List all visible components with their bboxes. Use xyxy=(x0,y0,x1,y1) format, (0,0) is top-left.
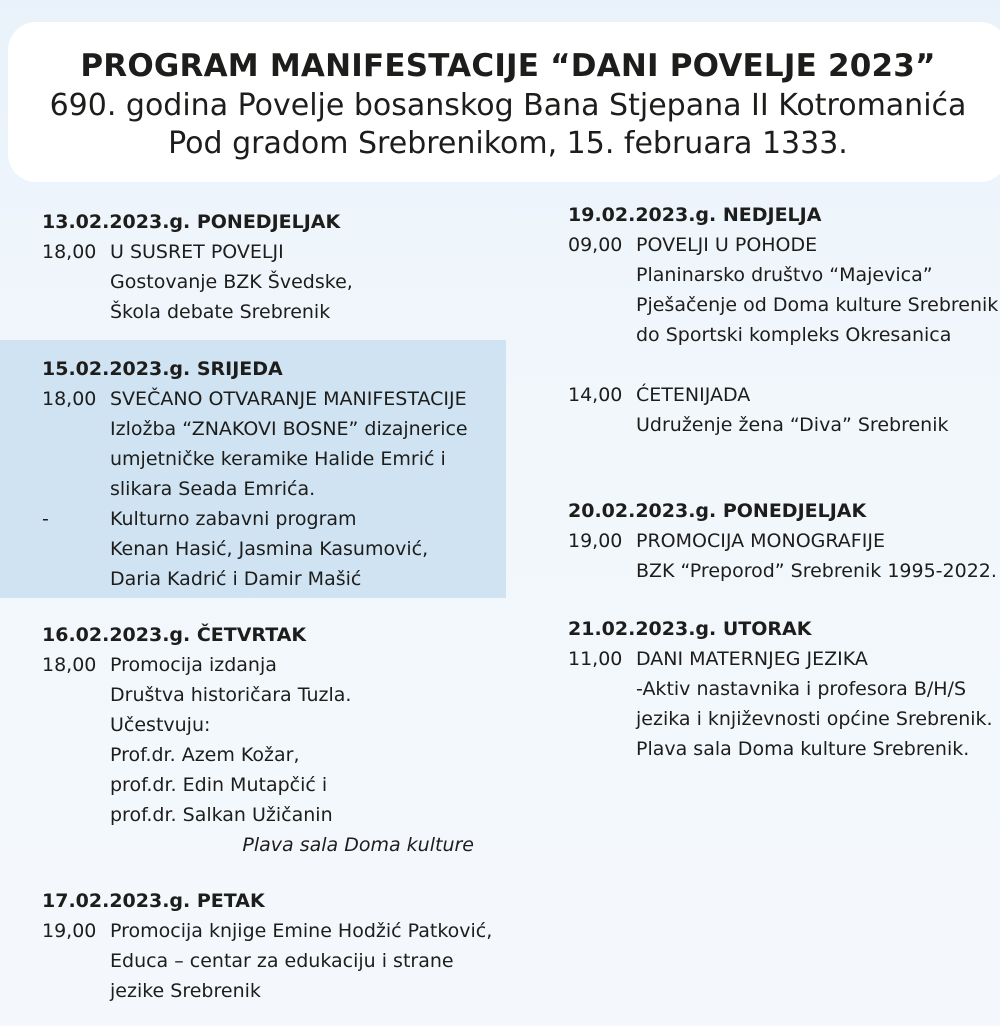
event-line: Škola debate Srebrenik xyxy=(110,301,331,323)
event-line: jezike Srebrenik xyxy=(110,980,261,1002)
event-time: - xyxy=(42,508,49,530)
day-19-02 xyxy=(568,200,999,440)
event-line: do Sportski kompleks Okresanica xyxy=(636,324,952,346)
day-heading: 19.02.2023.g. NEDJELJA xyxy=(568,204,822,226)
event-time: 19,00 xyxy=(42,920,97,942)
event-line: Udruženje žena “Diva” Srebrenik xyxy=(636,414,949,436)
event xyxy=(42,237,482,327)
event-line: Planinarsko društvo “Majevica” xyxy=(636,264,933,286)
day-heading: 15.02.2023.g. SRIJEDA xyxy=(42,358,283,380)
day-17-02 xyxy=(42,886,493,1006)
event-line: Prof.dr. Azem Kožar, xyxy=(110,744,300,766)
event-line: Učestvuju: xyxy=(110,714,211,736)
event-time: 11,00 xyxy=(568,648,623,670)
event-line: Društva historičara Tuzla. xyxy=(110,684,352,706)
event-line: Promocija izdanja xyxy=(110,654,277,676)
day-13-02 xyxy=(42,207,482,327)
event-line: Gostovanje BZK Švedske, xyxy=(110,271,353,293)
event-line: POVELJI U POHODE xyxy=(636,234,818,256)
event-time: 19,00 xyxy=(568,530,623,552)
event xyxy=(568,380,988,440)
event-line: Pješačenje od Doma kulture Srebrenik xyxy=(636,294,999,316)
event-time: 18,00 xyxy=(42,388,97,410)
subtitle-anniversary: 690. godina Povelje bosanskog Bana Stjepana II Kotromanića xyxy=(49,88,967,123)
day-20-02 xyxy=(568,496,997,586)
event-line: -Aktiv nastavnika i profesora B/H/S xyxy=(636,678,967,700)
event-line: prof.dr. Edin Mutapčić i xyxy=(110,774,328,796)
subtitle-date: Pod gradom Srebrenikom, 15. februara 1333. xyxy=(168,126,848,161)
event xyxy=(42,384,506,504)
day-16-02 xyxy=(42,620,482,860)
event-line: SVEČANO OTVARANJE MANIFESTACIJE xyxy=(110,388,467,410)
event-line: ĆETENIJADA xyxy=(636,384,751,406)
event-line: Plava sala Doma kulture Srebrenik. xyxy=(636,738,970,760)
event-line: PROMOCIJA MONOGRAFIJE xyxy=(636,530,885,552)
event-time: 18,00 xyxy=(42,241,97,263)
event xyxy=(42,504,506,594)
day-heading: 21.02.2023.g. UTORAK xyxy=(568,618,812,640)
day-15-02 xyxy=(0,340,506,598)
event xyxy=(568,526,997,586)
day-21-02 xyxy=(568,614,993,764)
event-line: slikara Seada Emrića. xyxy=(110,478,316,500)
page-title: PROGRAM MANIFESTACIJE “DANI POVELJE 2023” xyxy=(80,48,936,84)
event-line: Kenan Hasić, Jasmina Kasumović, xyxy=(110,538,429,560)
event-line: DANI MATERNJEG JEZIKA xyxy=(636,648,868,670)
event xyxy=(42,916,493,1006)
event-line: Kulturno zabavni program xyxy=(110,508,357,530)
event-venue: Plava sala Doma kulture xyxy=(242,834,474,856)
event-line: umjetničke keramike Halide Emrić i xyxy=(110,448,446,470)
event-time: 14,00 xyxy=(568,384,623,406)
event-line: prof.dr. Salkan Užičanin xyxy=(110,804,333,826)
event-line: BZK “Preporod” Srebrenik 1995-2022. xyxy=(636,560,997,582)
event-line: jezika i književnosti općine Srebrenik. xyxy=(636,708,993,730)
event-time: 09,00 xyxy=(568,234,623,256)
event xyxy=(42,650,482,830)
event-line: Promocija knjige Emine Hodžić Patković, xyxy=(110,920,493,942)
day-heading: 16.02.2023.g. ČETVRTAK xyxy=(42,624,307,646)
event-line: Daria Kadrić i Damir Mašić xyxy=(110,568,362,590)
event-line: U SUSRET POVELJI xyxy=(110,241,284,263)
day-heading: 20.02.2023.g. PONEDJELJAK xyxy=(568,500,867,522)
event-line: Educa – centar za edukaciju i strane xyxy=(110,950,454,972)
event-line: Izložba “ZNAKOVI BOSNE” dizajnerice xyxy=(110,418,468,440)
event-time: 18,00 xyxy=(42,654,97,676)
day-heading: 13.02.2023.g. PONEDJELJAK xyxy=(42,211,341,233)
header xyxy=(8,22,1000,182)
event xyxy=(568,230,999,350)
day-heading: 17.02.2023.g. PETAK xyxy=(42,890,265,912)
event xyxy=(568,644,993,764)
